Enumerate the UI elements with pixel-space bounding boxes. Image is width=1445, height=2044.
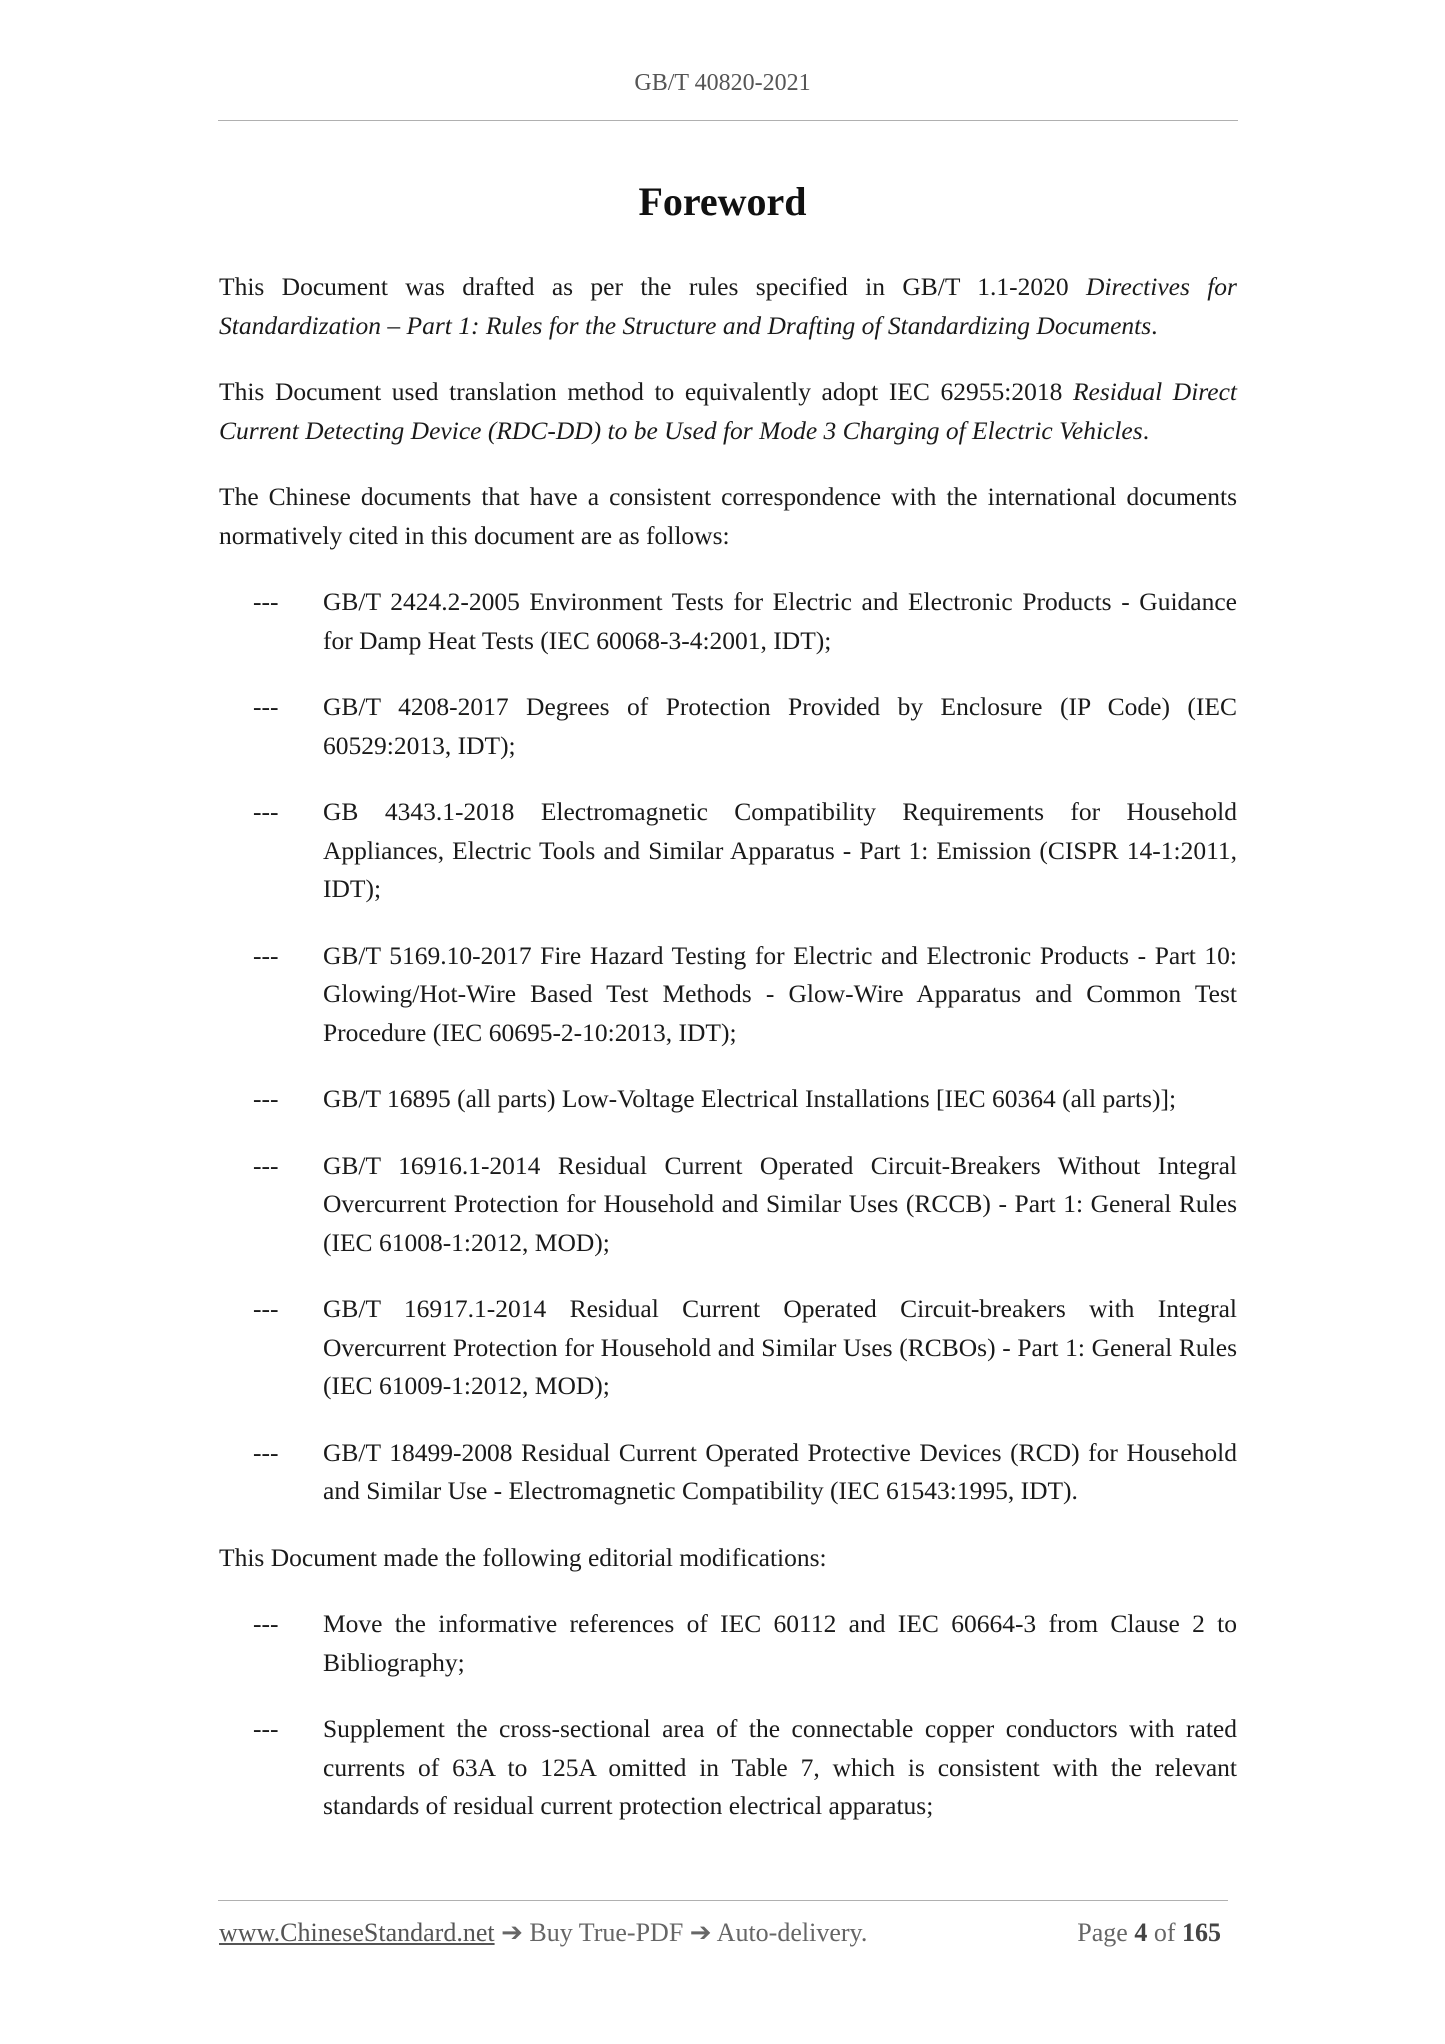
list-item-text: Move the informative references of IEC 60112 and IEC 60664-3 from Clause 2 to Bibliography;	[323, 1609, 1237, 1677]
paragraph-punct: .	[1151, 310, 1158, 340]
page-number	[1077, 1918, 1221, 1948]
list-item-text: GB/T 4208-2017 Degrees of Protection Provided by Enclosure (IP Code) (IEC 60529:2013, IDT);	[323, 692, 1237, 760]
list-marker: ---	[253, 1084, 279, 1113]
list-item-text: GB 4343.1-2018 Electromagnetic Compatibility Requirements for Household Appliances, Electric Tools and Similar Apparatus - Part 1: Emission (CISPR 14-1:2011, IDT);	[323, 797, 1237, 903]
arrow-right-icon: ➔	[501, 1918, 523, 1947]
list-item-text: GB/T 16895 (all parts) Low-Voltage Electrical Installations [IEC 60364 (all parts)];	[323, 1084, 1177, 1113]
page-current: 4	[1134, 1918, 1148, 1947]
list-item	[253, 1147, 1237, 1263]
page-label: Page	[1077, 1918, 1128, 1947]
list-item-text: GB/T 18499-2008 Residual Current Operated Protective Devices (RCD) for Household and Similar Use - Electromagnetic Compatibility (IEC 61543:1995, IDT).	[323, 1437, 1237, 1505]
list-item	[253, 1710, 1237, 1826]
list-marker: ---	[253, 797, 279, 826]
modification-list	[219, 1605, 1237, 1826]
paragraph-correspondence: The Chinese documents that have a consistent correspondence with the international documents normatively cited in this document are as follows:	[219, 482, 1237, 550]
list-marker: ---	[253, 1294, 279, 1323]
list-item-text: Supplement the cross-sectional area of the connectable copper conductors with rated currents of 63A to 125A omitted in Table 7, which is consistent with the relevant standards of residual current protection electrical apparatus;	[323, 1714, 1237, 1820]
paragraph-text: This Document was drafted as per the rules specified in GB/T 1.1-2020	[219, 272, 1087, 301]
arrow-right-icon: ➔	[689, 1918, 712, 1947]
cited-title: Directives for Standardization – Part 1: Rules for the Structure and Drafting of Standardizing Documents	[219, 272, 1237, 340]
list-marker: ---	[253, 1609, 279, 1638]
page-title: Foreword	[638, 179, 807, 224]
list-item-text: GB/T 5169.10-2017 Fire Hazard Testing for Electric and Electronic Products - Part 10: Glowing/Hot-Wire Based Test Methods - Glow-Wire Apparatus and Common Test Procedure (IEC 60695-2-10:2013, IDT);	[323, 940, 1237, 1047]
list-item	[253, 1290, 1237, 1406]
list-item-text: GB/T 16917.1-2014 Residual Current Operated Circuit-breakers with Integral Overcurrent Protection for Household and Similar Uses (RCBOs) - Part 1: General Rules (IEC 61009-1:2012, MOD);	[323, 1294, 1237, 1400]
page-footer	[219, 1918, 1229, 1952]
buy-pdf-text: Buy True-PDF	[529, 1918, 684, 1947]
list-item-text: GB/T 16916.1-2014 Residual Current Operated Circuit-Breakers Without Integral Overcurrent Protection for Household and Similar Uses (RCCB) - Part 1: General Rules (IEC 61008-1:2012, MOD);	[323, 1150, 1237, 1257]
running-header: GB/T 40820-2021	[634, 70, 811, 96]
document-body	[219, 268, 1237, 1854]
list-item	[253, 1434, 1237, 1511]
list-item	[253, 793, 1237, 909]
list-item-text: GB/T 2424.2-2005 Environment Tests for Electric and Electronic Products - Guidance for Damp Heat Tests (IEC 60068-3-4:2001, IDT);	[323, 587, 1237, 655]
footer-divider	[218, 1900, 1228, 1901]
list-marker: ---	[253, 1714, 279, 1743]
cited-title: Residual Direct Current Detecting Device (RDC-DD) to be Used for Mode 3 Charging of Electric Vehicles	[219, 377, 1237, 445]
list-marker: ---	[253, 587, 279, 616]
list-item	[253, 688, 1237, 765]
auto-delivery-text: Auto-delivery.	[716, 1918, 868, 1947]
list-item	[253, 583, 1237, 660]
list-item	[253, 1080, 1237, 1119]
page-total: 165	[1182, 1918, 1221, 1947]
paragraph-modifications: This Document made the following editorial modifications:	[219, 1542, 827, 1572]
paragraph-punct: .	[1142, 415, 1150, 445]
list-item	[253, 1605, 1237, 1682]
paragraph-text: This Document used translation method to equivalently adopt IEC 62955:2018	[219, 377, 1073, 406]
list-marker: ---	[253, 692, 279, 721]
list-item	[253, 937, 1237, 1053]
paragraph-drafting-rules	[219, 268, 1237, 345]
list-marker: ---	[253, 1150, 279, 1180]
header-divider	[218, 120, 1238, 121]
page-of: of	[1153, 1918, 1176, 1947]
site-link[interactable]: www.ChineseStandard.net	[219, 1918, 495, 1947]
reference-list	[219, 583, 1237, 1511]
paragraph-adoption	[219, 373, 1237, 450]
list-marker: ---	[253, 1437, 279, 1467]
list-marker: ---	[253, 940, 279, 970]
footer-promo	[219, 1918, 867, 1948]
